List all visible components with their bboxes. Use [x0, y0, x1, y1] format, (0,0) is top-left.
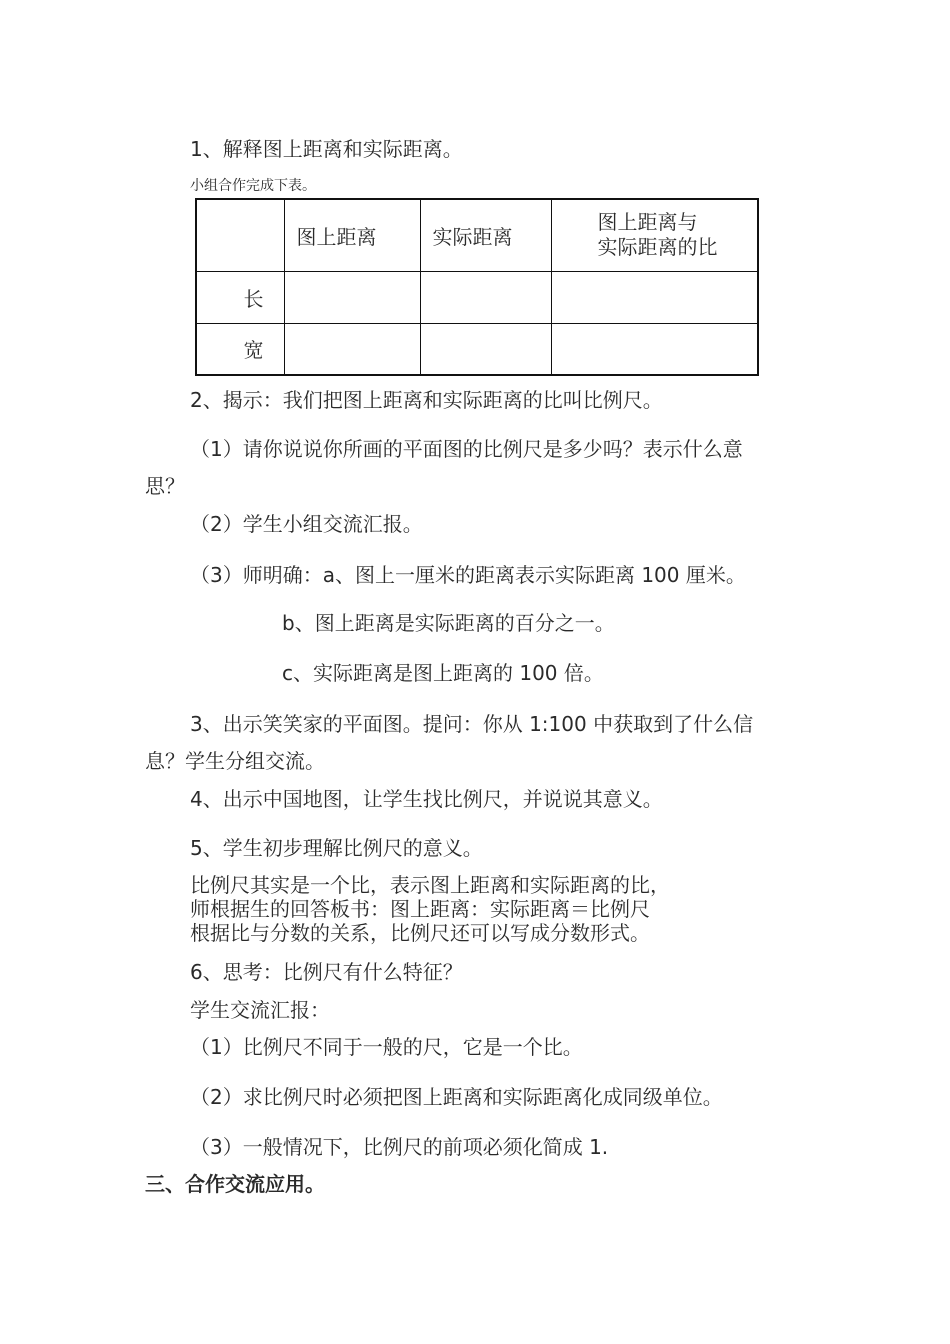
- item-4: 4、出示中国地图，让学生找比例尺，并说说其意义。: [190, 787, 663, 811]
- header-actual-distance: 实际距离: [420, 199, 551, 271]
- table-caption: 小组合作完成下表。: [190, 178, 316, 194]
- item-2-2: （2）学生小组交流汇报。: [190, 512, 423, 536]
- row-label-length: 长: [196, 271, 284, 323]
- item-5: 5、学生初步理解比例尺的意义。: [190, 836, 483, 860]
- table-cell[interactable]: [420, 271, 551, 323]
- item-3-a: 3、出示笑笑家的平面图。提问：你从 1:100 中获取到了什么信: [190, 712, 754, 736]
- feature-1: （1）比例尺不同于一般的尺，它是一个比。: [190, 1035, 583, 1059]
- table-cell[interactable]: [284, 323, 420, 375]
- header-ratio: [551, 199, 758, 271]
- item-3-b: 息？学生分组交流。: [145, 749, 325, 773]
- report-heading: 学生交流汇报：: [190, 998, 330, 1022]
- table-corner-cell: [196, 199, 284, 271]
- table-cell[interactable]: [551, 271, 758, 323]
- item-2-1-a: （1）请你说说你所画的平面图的比例尺是多少吗？表示什么意: [190, 437, 743, 461]
- header-ratio-line2: 实际距离的比: [597, 235, 718, 260]
- item-2-3-b: b、图上距离是实际距离的百分之一。: [282, 611, 615, 635]
- feature-2: （2）求比例尺时必须把图上距离和实际距离化成同级单位。: [190, 1085, 723, 1109]
- item-2-1-b: 思？: [145, 474, 185, 498]
- item-2-3-c: c、实际距离是图上距离的 100 倍。: [282, 661, 604, 685]
- table-cell[interactable]: [551, 323, 758, 375]
- table-cell[interactable]: [420, 323, 551, 375]
- feature-3: （3）一般情况下，比例尺的前项必须化简成 1.: [190, 1135, 609, 1159]
- section-heading-3: 三、合作交流应用。: [145, 1172, 325, 1196]
- blackboard-note-1: 比例尺其实是一个比，表示图上距离和实际距离的比，: [190, 873, 670, 897]
- row-label-width: 宽: [196, 323, 284, 375]
- blackboard-note-3: 根据比与分数的关系，比例尺还可以写成分数形式。: [190, 921, 650, 945]
- header-ratio-line1: 图上距离与: [597, 210, 698, 235]
- blackboard-note-2: 师根据生的回答板书：图上距离：实际距离＝比例尺: [190, 897, 650, 921]
- distance-table: [195, 198, 759, 376]
- item-2: 2、揭示：我们把图上距离和实际距离的比叫比例尺。: [190, 388, 663, 412]
- item-6: 6、思考：比例尺有什么特征？: [190, 960, 463, 984]
- item-1: 1、解释图上距离和实际距离。: [190, 137, 463, 161]
- header-map-distance: 图上距离: [284, 199, 420, 271]
- table-cell[interactable]: [284, 271, 420, 323]
- item-2-3: （3）师明确：a、图上一厘米的距离表示实际距离 100 厘米。: [190, 563, 746, 587]
